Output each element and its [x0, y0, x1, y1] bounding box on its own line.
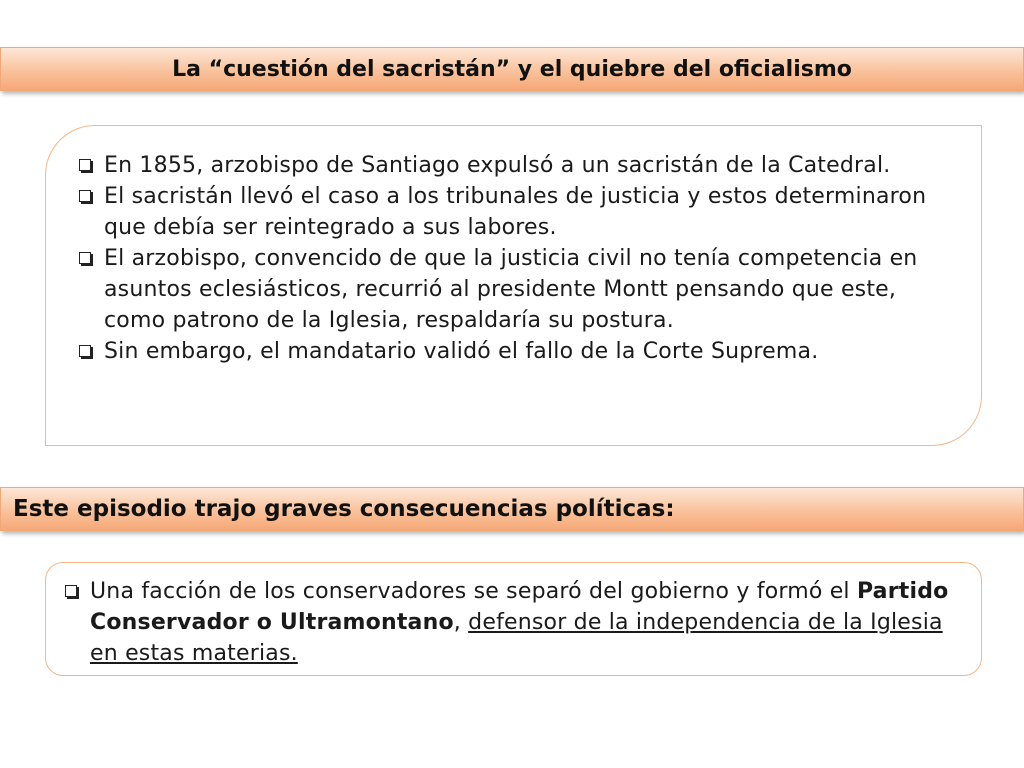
main-bullet-list — [77, 150, 957, 367]
consequence-list — [63, 576, 951, 669]
consequences-heading: Este episodio trajo graves consecuencias políticas: — [13, 496, 675, 522]
bullet-item — [77, 150, 957, 181]
bullet-item — [77, 181, 957, 243]
checkbox-bullet-icon — [79, 252, 91, 264]
consequence-text-between: , — [453, 610, 469, 635]
consequence-text-before: Una facción de los conservadores se separó del gobierno y formó el — [90, 579, 857, 604]
slide-title: La “cuestión del sacristán” y el quiebre del oficialismo — [172, 56, 852, 82]
bullet-text: El sacristán llevó el caso a los tribunales de justicia y estos determinaron que debía ser reintegrado a sus labores. — [104, 184, 927, 240]
consequence-underlined-text: defensor de la independencia de la Iglesia en estas materias. — [90, 610, 943, 666]
checkbox-bullet-icon — [79, 345, 91, 357]
slide-title-banner — [0, 47, 1024, 91]
bullet-text: El arzobispo, convencido de que la justicia civil no tenía competencia en asuntos eclesiásticos, recurrió al presidente Montt pensando que este, como patrono de la Iglesia, respaldaría su postura. — [104, 246, 918, 333]
consequence-card — [45, 562, 982, 676]
main-content-card — [45, 125, 982, 446]
bullet-item — [77, 336, 957, 367]
checkbox-bullet-icon — [79, 190, 91, 202]
bullet-item — [63, 576, 951, 669]
bullet-text: Sin embargo, el mandatario validó el fallo de la Corte Suprema. — [104, 339, 819, 364]
checkbox-bullet-icon — [79, 159, 91, 171]
party-name: Partido Conservador o Ultramontano — [90, 579, 949, 635]
bullet-text: En 1855, arzobispo de Santiago expulsó a un sacristán de la Catedral. — [104, 153, 891, 178]
bullet-item — [77, 243, 957, 336]
checkbox-bullet-icon — [65, 585, 77, 597]
consequences-heading-banner — [0, 487, 1024, 531]
